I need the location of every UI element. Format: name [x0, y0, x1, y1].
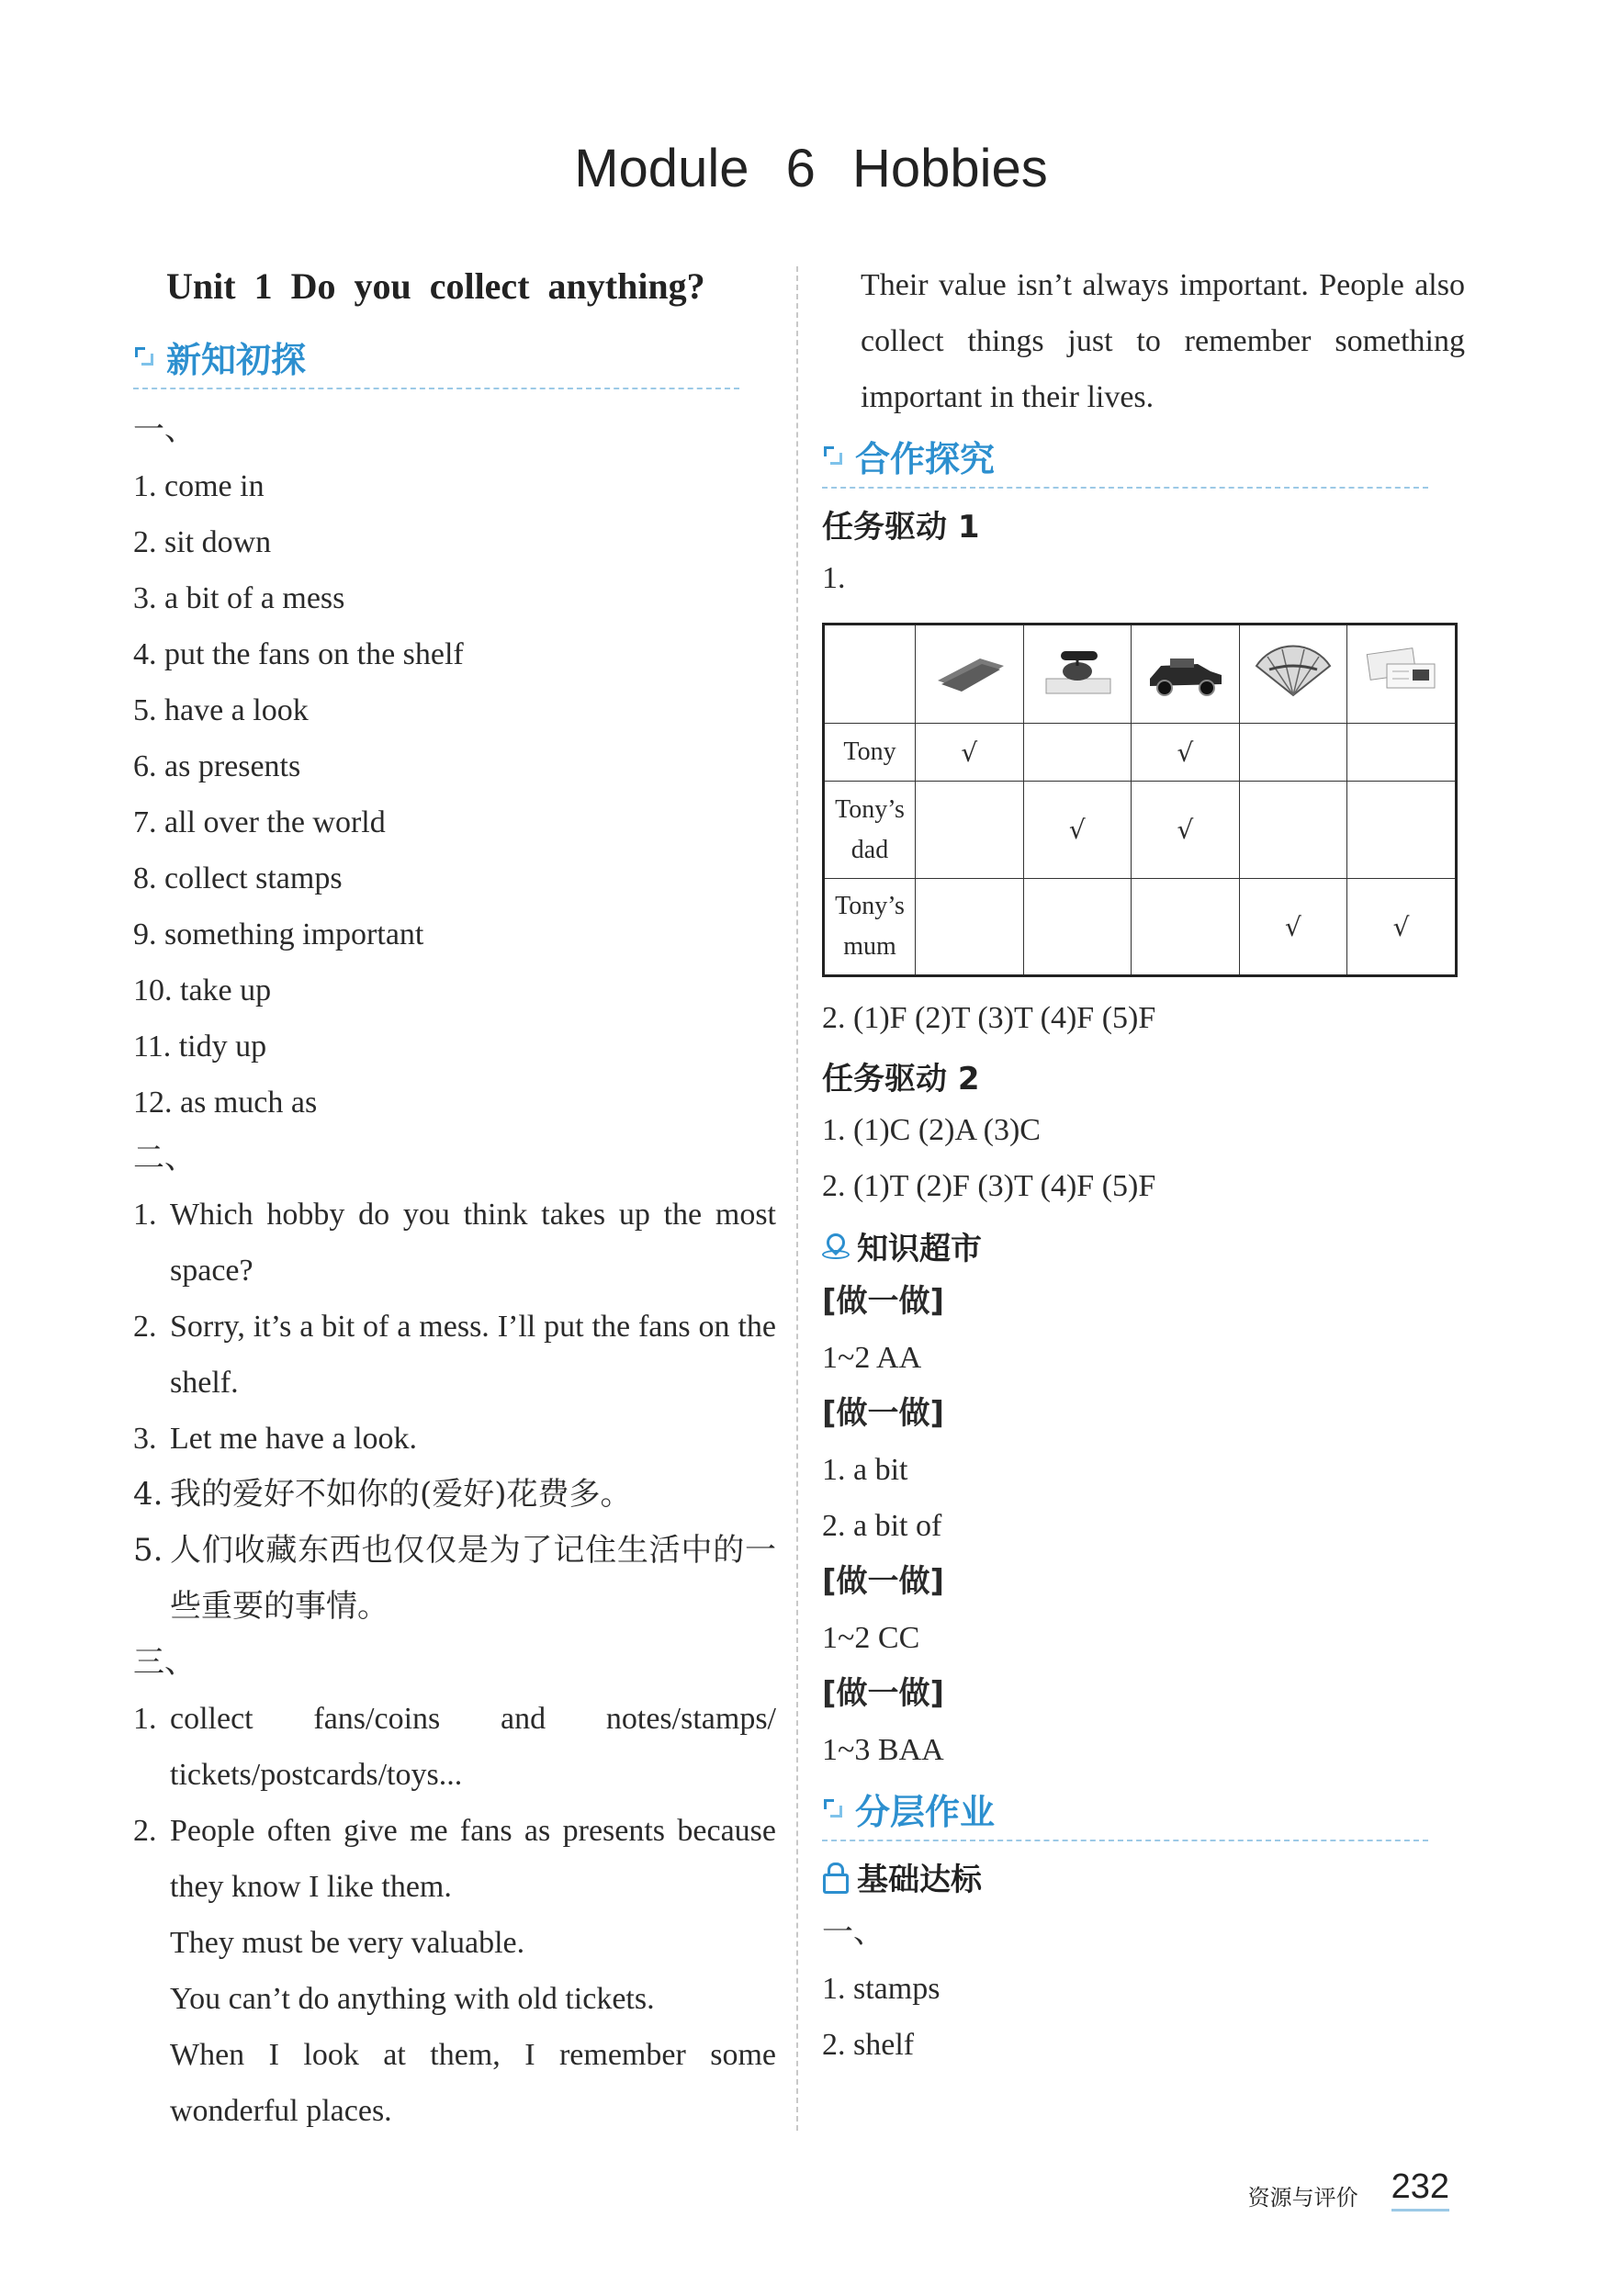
table-header-cell	[916, 625, 1024, 724]
table-header-cell	[1132, 625, 1240, 724]
toy-car-picture-icon	[1143, 638, 1227, 703]
table-cell	[916, 879, 1024, 976]
item-number: 3.	[133, 1422, 157, 1456]
list-item: 5. have a look	[133, 693, 309, 727]
task-title: 任务驱动 1	[822, 509, 980, 546]
answer-line: 1. (1)C (2)A (3)C	[822, 1113, 1041, 1147]
list-item	[133, 1691, 776, 1803]
list-item: 1. come in	[133, 469, 265, 503]
practice-label: [做一做]	[822, 1675, 945, 1712]
section-title: 合作探究	[855, 439, 996, 479]
table-cell	[1347, 724, 1457, 782]
item-text: collect fans/coins and notes/stamps/ tickets/postcards/toys...	[170, 1702, 776, 1792]
list-item	[133, 1187, 776, 1299]
fan-picture-icon	[1251, 638, 1335, 703]
answer-line: 2. (1)F (2)T (3)T (4)F (5)F	[822, 1001, 1156, 1035]
phrase-list	[133, 458, 776, 1131]
table-row	[824, 879, 1457, 976]
answer-line: 2. shelf	[822, 2028, 915, 2062]
row-name	[824, 724, 916, 782]
question-number: 1.	[822, 561, 846, 595]
location-pin-icon	[822, 1232, 848, 1261]
table-row	[824, 724, 1457, 782]
practice-label: [做一做]	[822, 1395, 945, 1432]
hobby-table	[822, 623, 1458, 977]
left-column	[133, 257, 776, 2139]
right-column	[822, 257, 1465, 2073]
item-text: Let me have a look.	[170, 1422, 418, 1456]
row-name	[824, 879, 916, 976]
list-item	[133, 1299, 776, 1411]
unit-title: Unit 1 Do you collect anything?	[166, 265, 705, 307]
part-label: 二、	[133, 1140, 196, 1176]
list-item	[133, 1467, 776, 1523]
list-item: 4. put the fans on the shelf	[133, 637, 464, 671]
table-cell: √	[1132, 724, 1240, 782]
subsection-title: 基础达标	[857, 1862, 982, 1898]
section-title: 分层作业	[855, 1792, 996, 1832]
section-title: 知识超市	[857, 1231, 982, 1267]
table-cell	[916, 782, 1024, 879]
list-item: 9. something important	[133, 917, 424, 951]
item-number: 5.	[133, 1532, 163, 1569]
item-text: Which hobby do you think takes up the most space?	[170, 1198, 776, 1288]
item-number: 2.	[133, 1310, 157, 1344]
row-name-text: dad	[850, 835, 889, 864]
module-title: Module 6 Hobbies	[574, 139, 1048, 198]
item-text: 人们收藏东西也仅仅是为了记住生活中的一些重要的事情。	[170, 1532, 776, 1625]
lock-icon	[822, 1863, 848, 1892]
table-header-cell	[1347, 625, 1457, 724]
answer-line: 2. a bit of	[822, 1509, 942, 1543]
tickets-picture-icon	[1359, 638, 1444, 703]
table-cell	[1239, 782, 1347, 879]
table-cell: √	[1132, 782, 1240, 879]
section-title: 新知初探	[166, 340, 307, 380]
practice-label: [做一做]	[822, 1283, 945, 1320]
section-header-cooperative-inquiry	[822, 431, 1428, 489]
part-label: 三、	[133, 1644, 196, 1681]
table-row	[824, 782, 1457, 879]
section-header-layered-homework	[822, 1784, 1428, 1841]
answer-line: 1~2 CC	[822, 1621, 920, 1655]
table-header-row	[824, 625, 1457, 724]
row-name	[824, 782, 916, 879]
table-cell	[1023, 879, 1132, 976]
section-header-new-knowledge	[133, 332, 739, 389]
corner-arrow-icon	[822, 1797, 846, 1821]
subsection-header-basic	[822, 1854, 1465, 1899]
row-name-text: Tony’s	[835, 794, 905, 824]
page-footer	[1248, 2167, 1449, 2212]
item-text: People often give me fans as presents because they know I like them.	[170, 1814, 776, 1904]
table-cell: √	[916, 724, 1024, 782]
answer-line: 1. stamps	[822, 1972, 941, 2006]
footer-label: 资源与评价	[1247, 2185, 1358, 2211]
list-item: 11. tidy up	[133, 1030, 267, 1064]
table-cell	[1347, 782, 1457, 879]
table-cell	[1023, 724, 1132, 782]
part-label: 一、	[822, 1914, 884, 1951]
telephone-picture-icon	[1035, 638, 1120, 703]
table-header-cell	[1239, 625, 1347, 724]
table-corner-cell	[824, 625, 916, 724]
item-number: 1.	[133, 1198, 157, 1232]
sentence-list	[133, 1187, 776, 1635]
corner-arrow-icon	[822, 445, 846, 468]
item-text-block	[170, 1803, 776, 2139]
item-number: 4.	[133, 1476, 163, 1513]
list-item: 7. all over the world	[133, 805, 386, 839]
row-name-text: Tony’s	[835, 892, 905, 920]
list-item: 10. take up	[133, 974, 272, 1007]
item-text: 我的爱好不如你的(爱好)花费多。	[170, 1476, 632, 1513]
table-cell: √	[1347, 879, 1457, 976]
answer-line: 2. (1)T (2)F (3)T (4)F (5)F	[822, 1169, 1156, 1203]
list-item	[133, 1803, 776, 2139]
list-item	[133, 1523, 776, 1635]
stamps-picture-icon	[927, 638, 1011, 703]
answer-line: 1~3 BAA	[822, 1733, 944, 1767]
answer-line: 1. a bit	[822, 1453, 908, 1487]
list-item: 8. collect stamps	[133, 861, 343, 895]
table-cell: √	[1023, 782, 1132, 879]
task-title: 任务驱动 2	[822, 1061, 980, 1097]
page-number: 232	[1391, 2167, 1449, 2212]
section-header-knowledge-market	[822, 1223, 1465, 1268]
row-name-text: Tony	[843, 737, 896, 766]
table-header-cell	[1023, 625, 1132, 724]
table-cell	[1132, 879, 1240, 976]
continued-text: Their value isn’t always important. People also collect things just to remember something important in their lives.	[861, 268, 1465, 414]
item-text: You can’t do anything with old tickets.	[170, 1982, 655, 2016]
table-cell	[1239, 724, 1347, 782]
item-number: 1.	[133, 1702, 157, 1736]
list-item: 2. sit down	[133, 525, 272, 559]
item-text: Sorry, it’s a bit of a mess. I’ll put the fans on the shelf.	[170, 1310, 776, 1400]
item-text: They must be very valuable.	[170, 1926, 525, 1960]
practice-label: [做一做]	[822, 1563, 945, 1600]
answer-line: 1~2 AA	[822, 1341, 922, 1375]
corner-arrow-icon	[133, 345, 157, 369]
list-item: 6. as presents	[133, 749, 301, 783]
part-label: 一、	[133, 411, 196, 448]
table-cell: √	[1239, 879, 1347, 976]
row-name-text: mum	[843, 932, 896, 961]
item-text: When I look at them, I remember some wonderful places.	[170, 2038, 776, 2128]
list-item	[133, 1411, 776, 1467]
column-divider	[796, 266, 798, 2131]
list-item: 3. a bit of a mess	[133, 581, 345, 615]
list-item: 12. as much as	[133, 1086, 318, 1120]
item-number: 2.	[133, 1814, 157, 1848]
